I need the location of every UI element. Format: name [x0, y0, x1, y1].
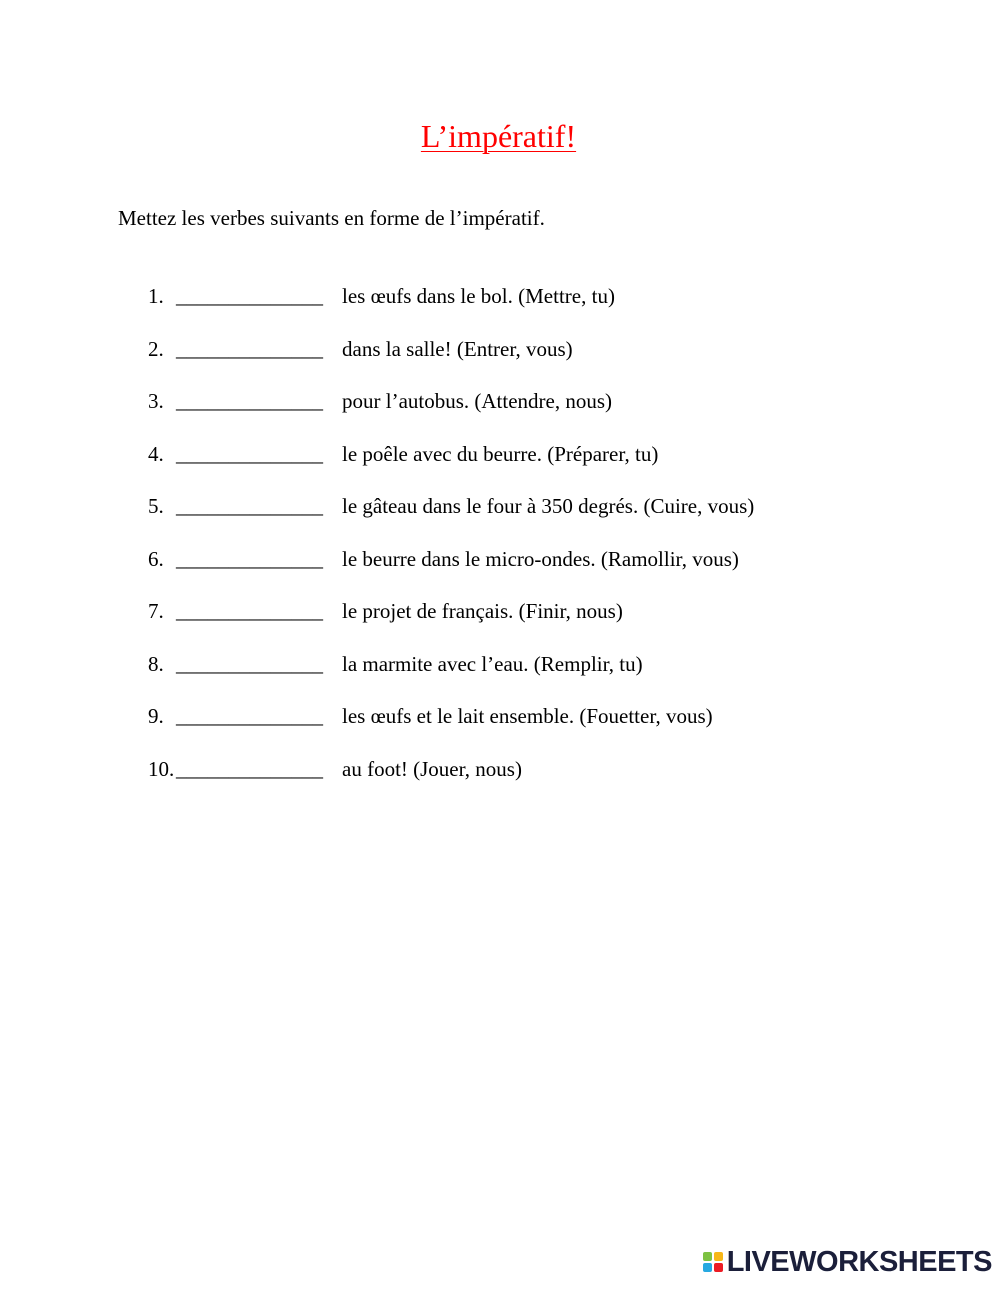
item-text: les œufs dans le bol. (Mettre, tu) [342, 284, 615, 308]
logo-square-blue [703, 1263, 712, 1272]
item-text: la marmite avec l’eau. (Remplir, tu) [342, 651, 643, 676]
item-number: 8. [148, 651, 164, 676]
item-text: au foot! (Jouer, nous) [342, 756, 522, 781]
answer-blank[interactable]: ______________ [176, 441, 323, 466]
liveworksheets-logo-icon [703, 1252, 723, 1272]
logo-square-yellow [714, 1252, 723, 1261]
item-number: 4. [148, 441, 164, 466]
answer-blank[interactable]: ______________ [176, 284, 323, 308]
item-text: dans la salle! (Entrer, vous) [342, 336, 573, 361]
item-text: pour l’autobus. (Attendre, nous) [342, 389, 613, 413]
item-number: 3. [148, 389, 164, 413]
item-text: le beurre dans le micro-ondes. (Ramollir, vous) [342, 546, 739, 571]
item-number: 10. [148, 756, 175, 781]
item-number: 7. [148, 599, 164, 623]
answer-blank[interactable]: ______________ [176, 599, 323, 623]
item-text: le projet de français. (Finir, nous) [342, 599, 623, 623]
item-number: 9. [148, 704, 164, 728]
item-number: 5. [148, 494, 164, 518]
item-text: le poêle avec du beurre. (Préparer, tu) [342, 441, 659, 466]
answer-blank[interactable]: ______________ [176, 651, 323, 676]
item-text: le gâteau dans le four à 350 degrés. (Cuire, vous) [342, 494, 755, 518]
item-number: 2. [148, 336, 164, 361]
item-number: 1. [148, 284, 164, 308]
instruction-text: Mettez les verbes suivants en forme de l’impératif. [118, 206, 545, 230]
logo-square-red [714, 1263, 723, 1272]
item-number: 6. [148, 546, 164, 571]
answer-blank[interactable]: ______________ [176, 704, 323, 728]
answer-blank[interactable]: ______________ [176, 336, 323, 361]
answer-blank[interactable]: ______________ [176, 756, 323, 781]
page-title: L’impératif! [420, 118, 577, 154]
item-text: les œufs et le lait ensemble. (Fouetter, vous) [342, 704, 713, 728]
answer-blank[interactable]: ______________ [176, 546, 323, 571]
logo-text: LIVEWORKSHEETS [726, 1246, 992, 1278]
answer-blank[interactable]: ______________ [176, 389, 323, 413]
liveworksheets-logo[interactable] [703, 1247, 992, 1277]
answer-blank[interactable]: ______________ [176, 494, 323, 518]
logo-square-green [703, 1252, 712, 1261]
